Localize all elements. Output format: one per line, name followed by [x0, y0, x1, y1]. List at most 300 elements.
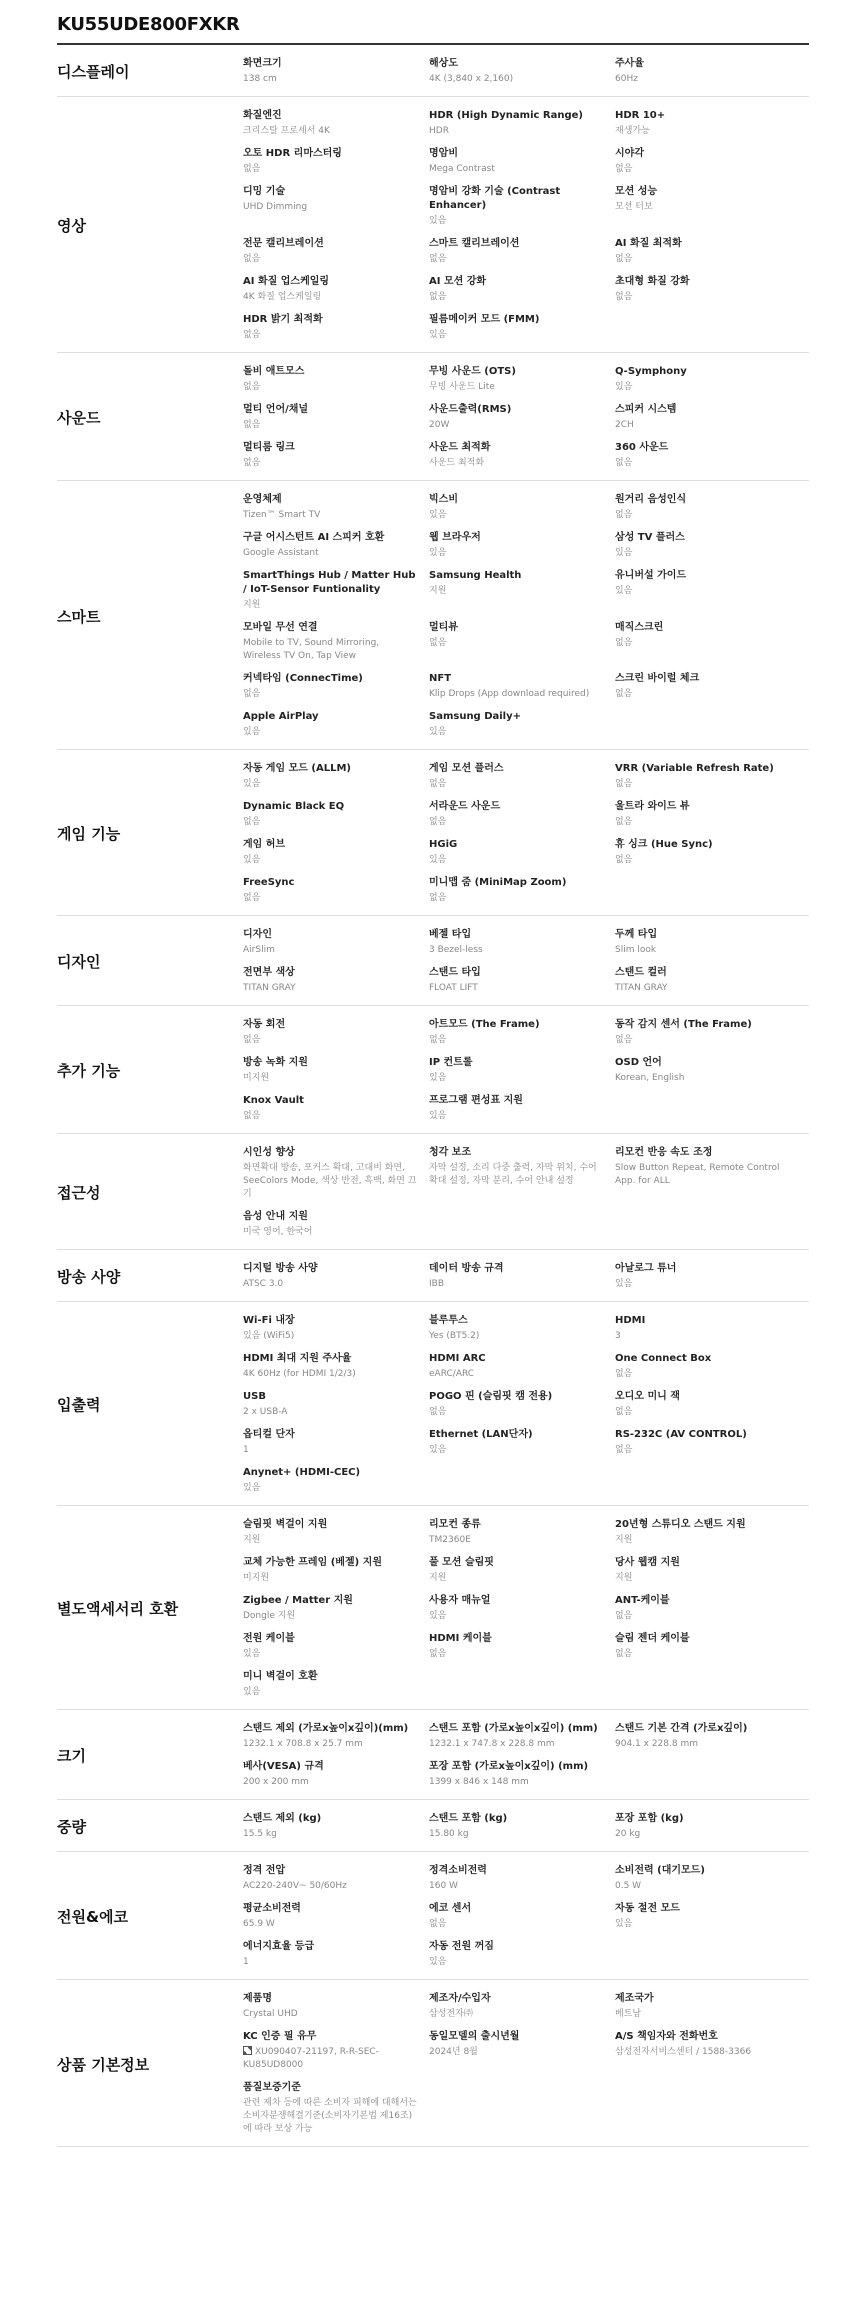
spec-item: [243, 1018, 429, 1047]
section-title: 별도액세서리 호환: [57, 1600, 179, 1618]
spec-item: [429, 1760, 615, 1789]
spec-value: 있음: [615, 548, 633, 558]
spec-name: 유니버설 가이드: [615, 570, 687, 581]
section-title: 입출력: [57, 1396, 101, 1414]
spec-item: [243, 1556, 429, 1585]
spec-value: AC220-240V~ 50/60Hz: [243, 1881, 347, 1891]
spec-name: KC 인증 필 유무: [243, 2031, 317, 2042]
spec-item: [615, 1018, 801, 1047]
spec-name: 자동 회전: [243, 1019, 286, 1030]
spec-item: [615, 531, 801, 560]
spec-value: 없음: [615, 1445, 633, 1455]
spec-item: [429, 621, 615, 663]
spec-value: 있음: [243, 1687, 261, 1697]
spec-item: [243, 1594, 429, 1623]
spec-value: 없음: [429, 638, 447, 648]
spec-name: 포장 포함 (가로x높이x깊이) (mm): [429, 1761, 589, 1772]
spec-name: Q-Symphony: [615, 366, 687, 377]
spec-name: 서라운드 사운드: [429, 801, 501, 812]
spec-item: [429, 1018, 615, 1047]
spec-name: 360 사운드: [615, 442, 669, 453]
spec-name: 스피커 시스템: [615, 404, 677, 415]
spec-value: 지원: [243, 600, 261, 610]
spec-grid: [243, 1262, 809, 1291]
spec-name: HDMI: [615, 1315, 646, 1326]
spec-name: Dynamic Black EQ: [243, 801, 345, 812]
section-title: 영상: [57, 217, 86, 235]
spec-name: 디지털 방송 사양: [243, 1263, 318, 1274]
spec-item: [615, 147, 801, 176]
spec-name: 주사율: [615, 58, 644, 69]
spec-item: [243, 2030, 429, 2072]
spec-name: 휴 싱크 (Hue Sync): [615, 839, 713, 850]
spec-item: [615, 800, 801, 829]
spec-item: [615, 621, 801, 663]
spec-name: 전원 케이블: [243, 1633, 295, 1644]
spec-name: 미니맵 줌 (MiniMap Zoom): [429, 877, 567, 888]
spec-name: 멀티 언어/채널: [243, 404, 309, 415]
spec-value: 모션 터보: [615, 202, 653, 212]
spec-name: OSD 언어: [615, 1057, 662, 1068]
spec-value: AirSlim: [243, 945, 275, 955]
spec-item: [615, 403, 801, 432]
spec-item: [429, 1428, 615, 1457]
spec-value: TITAN GRAY: [615, 983, 668, 993]
spec-grid: [243, 1018, 809, 1123]
spec-item: [243, 762, 429, 791]
spec-item: [615, 569, 801, 612]
spec-name: 자동 절전 모드: [615, 1903, 680, 1914]
spec-value: FLOAT LIFT: [429, 983, 478, 993]
spec-item: [429, 1594, 615, 1623]
spec-name: 리모컨 반응 속도 조정: [615, 1147, 713, 1158]
spec-name: 초대형 화질 강화: [615, 276, 690, 287]
spec-item: [429, 672, 615, 701]
spec-name: 당사 웹캠 지원: [615, 1557, 680, 1568]
spec-item: [429, 1992, 615, 2021]
spec-name: 멀티룸 링크: [243, 442, 295, 453]
spec-name: 슬림 젠더 케이블: [615, 1633, 690, 1644]
spec-value: 없음: [243, 893, 261, 903]
spec-item: [429, 441, 615, 470]
spec-item: [429, 1390, 615, 1419]
section-title: 방송 사양: [57, 1268, 121, 1286]
spec-name: 프로그램 편성표 지원: [429, 1095, 523, 1106]
spec-item: [243, 1056, 429, 1085]
spec-name: 화질엔진: [243, 110, 282, 121]
spec-item: [243, 1864, 429, 1893]
spec-item: [429, 57, 615, 86]
spec-value: 없음: [429, 1035, 447, 1045]
spec-value: Korean, English: [615, 1073, 685, 1083]
spec-item: [615, 237, 801, 266]
spec-name: 아날로그 튜너: [615, 1263, 677, 1274]
spec-value: 2 x USB-A: [243, 1407, 288, 1417]
spec-item: [615, 365, 801, 394]
spec-value-text: XU090407-21197, R-R-SEC-KU85UD8000: [243, 2047, 379, 2070]
spec-grid: [243, 365, 809, 470]
spec-value: 있음: [615, 1279, 633, 1289]
spec-item: [243, 1992, 429, 2021]
spec-section: [57, 1506, 809, 1710]
spec-value: 없음: [615, 510, 633, 520]
spec-item: [243, 800, 429, 829]
spec-value: 없음: [429, 1919, 447, 1929]
spec-item: [243, 185, 429, 228]
spec-item: [615, 1902, 801, 1931]
spec-name: A/S 책임자와 전화번호: [615, 2031, 718, 2042]
spec-item: [243, 966, 429, 995]
spec-value: 904.1 x 228.8 mm: [615, 1739, 698, 1749]
spec-name: USB: [243, 1391, 266, 1402]
spec-name: 옵티컬 단자: [243, 1429, 295, 1440]
spec-name: 필름메이커 모드 (FMM): [429, 314, 540, 325]
spec-item: [615, 1812, 801, 1841]
spec-item: [243, 1210, 429, 1239]
spec-value: 65.9 W: [243, 1919, 275, 1929]
spec-name: 교체 가능한 프레임 (베젤) 지원: [243, 1557, 382, 1568]
spec-value: 1: [243, 1445, 249, 1455]
spec-value: 삼성전자서비스센터 / 1588-3366: [615, 2047, 752, 2057]
spec-item: [615, 838, 801, 867]
spec-name: Samsung Health: [429, 570, 522, 581]
spec-item: [243, 1722, 429, 1751]
spec-item: [243, 441, 429, 470]
spec-name: 빅스비: [429, 494, 458, 505]
spec-value: 있음: [243, 779, 261, 789]
spec-name: 화면크기: [243, 58, 282, 69]
spec-value: 없음: [243, 817, 261, 827]
spec-item: [243, 672, 429, 701]
spec-value: 200 x 200 mm: [243, 1777, 309, 1787]
spec-name: VRR (Variable Refresh Rate): [615, 763, 774, 774]
spec-name: 스마트 캘리브레이션: [429, 238, 520, 249]
spec-name: 매직스크린: [615, 622, 664, 633]
spec-value: 있음: [429, 548, 447, 558]
spec-value: 지원: [615, 1573, 633, 1583]
spec-item: [243, 1760, 429, 1789]
spec-value: 지원: [429, 1573, 447, 1583]
spec-value: 없음: [615, 1611, 633, 1621]
spec-name: 명암비 강화 기술 (Contrast Enhancer): [429, 186, 561, 211]
spec-name: 운영체제: [243, 494, 282, 505]
spec-name: 데이터 방송 규격: [429, 1263, 504, 1274]
spec-item: [429, 237, 615, 266]
spec-item: [429, 313, 615, 342]
spec-grid: [243, 1992, 809, 2136]
spec-name: 풀 모션 슬림핏: [429, 1557, 494, 1568]
spec-name: 디자인: [243, 929, 272, 940]
spec-name: 에너지효율 등급: [243, 1941, 315, 1952]
spec-item: [615, 762, 801, 791]
spec-name: 소비전력 (대기모드): [615, 1865, 705, 1876]
spec-item: [615, 185, 801, 228]
spec-item: [429, 1722, 615, 1751]
spec-value: 4K 화질 업스케일링: [243, 292, 322, 302]
spec-value: 있음: [243, 855, 261, 865]
spec-name: 스탠드 포함 (가로x높이x깊이) (mm): [429, 1723, 598, 1734]
spec-value: 2CH: [615, 420, 634, 430]
spec-section: [57, 1710, 809, 1800]
spec-name: 게임 모션 플러스: [429, 763, 504, 774]
spec-name: 해상도: [429, 58, 458, 69]
spec-value: 160 W: [429, 1881, 458, 1891]
spec-value: 크리스탈 프로세서 4K: [243, 126, 330, 136]
spec-name: 스탠드 타입: [429, 967, 481, 978]
spec-value: 없음: [429, 254, 447, 264]
spec-grid: [243, 1518, 809, 1699]
spec-name: 20년형 스튜디오 스탠드 지원: [615, 1519, 746, 1530]
spec-value: eARC/ARC: [429, 1369, 475, 1379]
spec-value: 재생가능: [615, 126, 650, 136]
spec-name: 블루투스: [429, 1315, 468, 1326]
spec-item: [429, 966, 615, 995]
spec-item: [615, 109, 801, 138]
spec-name: 두께 타입: [615, 929, 658, 940]
spec-grid: [243, 109, 809, 342]
spec-item: [615, 1262, 801, 1291]
spec-name: 사운드출력(RMS): [429, 404, 512, 415]
section-title: 사운드: [57, 409, 101, 427]
spec-value: 없음: [243, 420, 261, 430]
spec-name: HDMI ARC: [429, 1353, 486, 1364]
spec-value: 지원: [429, 586, 447, 596]
spec-item: [615, 1594, 801, 1623]
spec-value: Slow Button Repeat, Remote Control App. for ALL: [615, 1163, 780, 1186]
spec-value: 미지원: [243, 1573, 270, 1583]
spec-name: 구글 어시스턴트 AI 스피커 호환: [243, 532, 385, 543]
spec-value: 없음: [243, 689, 261, 699]
spec-grid: [243, 762, 809, 905]
spec-value: 20 kg: [615, 1829, 641, 1839]
spec-item: [243, 237, 429, 266]
spec-value: 있음: [429, 855, 447, 865]
spec-value: 미국 영어, 한국어: [243, 1227, 313, 1237]
spec-value: 0.5 W: [615, 1881, 642, 1891]
section-title: 접근성: [57, 1184, 101, 1202]
spec-item: [615, 1992, 801, 2021]
spec-name: 음성 안내 지원: [243, 1211, 308, 1222]
spec-value: 2024년 8월: [429, 2047, 478, 2057]
spec-section: [57, 1980, 809, 2147]
spec-value: 없음: [243, 254, 261, 264]
spec-name: 포장 포함 (kg): [615, 1813, 684, 1824]
spec-name: 모바일 무선 연결: [243, 622, 318, 633]
spec-value: 없음: [615, 1649, 633, 1659]
spec-value: 15.80 kg: [429, 1829, 469, 1839]
spec-grid: [243, 1722, 809, 1789]
spec-name: 베젤 타입: [429, 929, 472, 940]
spec-item: [429, 1314, 615, 1343]
spec-item: [243, 569, 429, 612]
spec-name: 정격 전압: [243, 1865, 286, 1876]
spec-name: 아트모드 (The Frame): [429, 1019, 540, 1030]
spec-value: 없음: [243, 164, 261, 174]
spec-item: [429, 275, 615, 304]
spec-name: HDR 10+: [615, 110, 666, 121]
spec-value: 있음: [429, 1957, 447, 1967]
spec-name: AI 화질 업스케일링: [243, 276, 330, 287]
spec-value: 없음: [429, 1407, 447, 1417]
spec-item: [243, 838, 429, 867]
spec-name: Knox Vault: [243, 1095, 304, 1106]
spec-name: 제조자/수입자: [429, 1993, 491, 2004]
spec-item: [429, 1094, 615, 1123]
spec-item: [615, 1722, 801, 1751]
spec-value: 없음: [615, 164, 633, 174]
spec-item: [615, 1146, 801, 1201]
spec-value: TITAN GRAY: [243, 983, 296, 993]
spec-item: [243, 109, 429, 138]
spec-name: 커넥타임 (ConnecTime): [243, 673, 363, 684]
spec-value: [243, 2046, 419, 2072]
spec-section: [57, 1852, 809, 1980]
spec-item: [615, 1864, 801, 1893]
spec-item: [243, 1632, 429, 1661]
spec-name: 오디오 미니 잭: [615, 1391, 680, 1402]
spec-item: [429, 928, 615, 957]
spec-value: Dongle 지원: [243, 1611, 296, 1621]
spec-name: AI 모션 강화: [429, 276, 487, 287]
spec-name: 동작 감지 센서 (The Frame): [615, 1019, 752, 1030]
spec-value: 1399 x 846 x 148 mm: [429, 1777, 529, 1787]
spec-item: [243, 1352, 429, 1381]
section-title: 게임 기능: [57, 825, 121, 843]
spec-value: UHD Dimming: [243, 202, 308, 212]
spec-value: 있음: [615, 1919, 633, 1929]
spec-item: [615, 493, 801, 522]
spec-value: 3 Bezel-less: [429, 945, 483, 955]
spec-value: 없음: [615, 292, 633, 302]
spec-item: [429, 1940, 615, 1969]
spec-name: 멀티뷰: [429, 622, 458, 633]
spec-value: 없음: [243, 458, 261, 468]
spec-value: 1232.1 x 708.8 x 25.7 mm: [243, 1739, 363, 1749]
spec-item: [429, 1056, 615, 1085]
spec-item: [243, 147, 429, 176]
section-title: 추가 기능: [57, 1062, 121, 1080]
spec-value: 있음: [243, 727, 261, 737]
spec-value: 20W: [429, 420, 450, 430]
spec-value: 1232.1 x 747.8 x 228.8 mm: [429, 1739, 555, 1749]
spec-name: Apple AirPlay: [243, 711, 319, 722]
spec-name: 사용자 매뉴얼: [429, 1595, 491, 1606]
spec-item: [615, 441, 801, 470]
spec-name: 디밍 기술: [243, 186, 286, 197]
spec-item: [615, 1314, 801, 1343]
spec-section: [57, 1250, 809, 1302]
spec-name: FreeSync: [243, 877, 295, 888]
spec-value: 4K 60Hz (for HDMI 1/2/3): [243, 1369, 356, 1379]
spec-name: 전면부 색상: [243, 967, 295, 978]
spec-value: 있음 (WiFi5): [243, 1331, 295, 1341]
spec-value: 없음: [615, 779, 633, 789]
spec-value: 관련 제차 등에 따른 소비자 피해에 대해서는 소비자분쟁해결기준(소비자기본법 제16조)에 따라 보상 가능: [243, 2098, 417, 2134]
spec-value: 화면확대 방송, 포커스 확대, 고대비 화면, SeeColors Mode, 색상 반전, 흑백, 화면 끄기: [243, 1163, 417, 1199]
kc-mark-icon: [243, 2046, 252, 2055]
spec-item: [429, 1146, 615, 1201]
spec-value: 있음: [429, 216, 447, 226]
spec-value: 60Hz: [615, 74, 638, 84]
spec-value: 있음: [615, 586, 633, 596]
spec-item: [429, 1812, 615, 1841]
spec-value: 무빙 사운드 Lite: [429, 382, 495, 392]
spec-name: 게임 허브: [243, 839, 286, 850]
spec-name: Wi-Fi 내장: [243, 1315, 295, 1326]
spec-value: 지원: [615, 1535, 633, 1545]
spec-name: RS-232C (AV CONTROL): [615, 1429, 747, 1440]
spec-value: Google Assistant: [243, 548, 319, 558]
spec-name: 자동 게임 모드 (ALLM): [243, 763, 351, 774]
spec-value: 없음: [615, 817, 633, 827]
spec-value: 138 cm: [243, 74, 277, 84]
section-title: 디스플레이: [57, 63, 130, 81]
spec-name: 사운드 최적화: [429, 442, 491, 453]
spec-item: [615, 1056, 801, 1085]
spec-item: [243, 876, 429, 905]
spec-value: 3: [615, 1331, 621, 1341]
spec-value: 삼성전자㈜: [429, 2009, 473, 2019]
spec-value: Klip Drops (App download required): [429, 689, 590, 699]
spec-name: Samsung Daily+: [429, 711, 522, 722]
spec-section: [57, 45, 809, 97]
spec-name: HDMI 케이블: [429, 1633, 492, 1644]
spec-value: 없음: [429, 817, 447, 827]
spec-value: 없음: [615, 1369, 633, 1379]
spec-item: [429, 1632, 615, 1661]
spec-item: [615, 672, 801, 701]
spec-value: 없음: [615, 1407, 633, 1417]
spec-value: 없음: [615, 458, 633, 468]
spec-item: [615, 1428, 801, 1457]
spec-item: [243, 1314, 429, 1343]
spec-name: 울트라 와이드 뷰: [615, 801, 690, 812]
spec-item: [243, 1146, 429, 1201]
spec-name: 방송 녹화 지원: [243, 1057, 308, 1068]
section-title: 상품 기본정보: [57, 2055, 150, 2074]
spec-value: 사운드 최적화: [429, 458, 485, 468]
section-title: 크기: [57, 1747, 86, 1765]
spec-name: 스탠드 포함 (kg): [429, 1813, 508, 1824]
spec-name: 오토 HDR 리마스터링: [243, 148, 342, 159]
spec-section: [57, 1006, 809, 1134]
spec-value: 있음: [615, 382, 633, 392]
spec-name: 돌비 애트모스: [243, 366, 305, 377]
spec-item: [429, 569, 615, 612]
spec-section: [57, 353, 809, 481]
spec-item: [243, 1390, 429, 1419]
spec-name: 원거리 음성인식: [615, 494, 687, 505]
spec-name: 청각 보조: [429, 1147, 472, 1158]
spec-value: 없음: [243, 382, 261, 392]
spec-name: 전문 캘리브레이션: [243, 238, 324, 249]
spec-name: 시야각: [615, 148, 644, 159]
spec-value: 없음: [615, 1035, 633, 1045]
spec-value: 자막 설정, 소리 다중 출력, 자막 위치, 수어 확대 설정, 자막 분리, 수어 안내 설정: [429, 1163, 597, 1186]
spec-value: 없음: [243, 1111, 261, 1121]
spec-value: 미지원: [243, 1073, 270, 1083]
spec-item: [243, 710, 429, 739]
spec-item: [243, 1466, 429, 1495]
spec-name: 자동 전원 꺼짐: [429, 1941, 494, 1952]
spec-item: [615, 928, 801, 957]
spec-grid: [243, 1314, 809, 1495]
spec-name: 제품명: [243, 1993, 272, 2004]
spec-value: TM2360E: [429, 1535, 471, 1545]
spec-name: 미니 벽걸이 호환: [243, 1671, 318, 1682]
spec-name: 스크린 바이럴 체크: [615, 673, 700, 684]
spec-item: [429, 876, 615, 905]
